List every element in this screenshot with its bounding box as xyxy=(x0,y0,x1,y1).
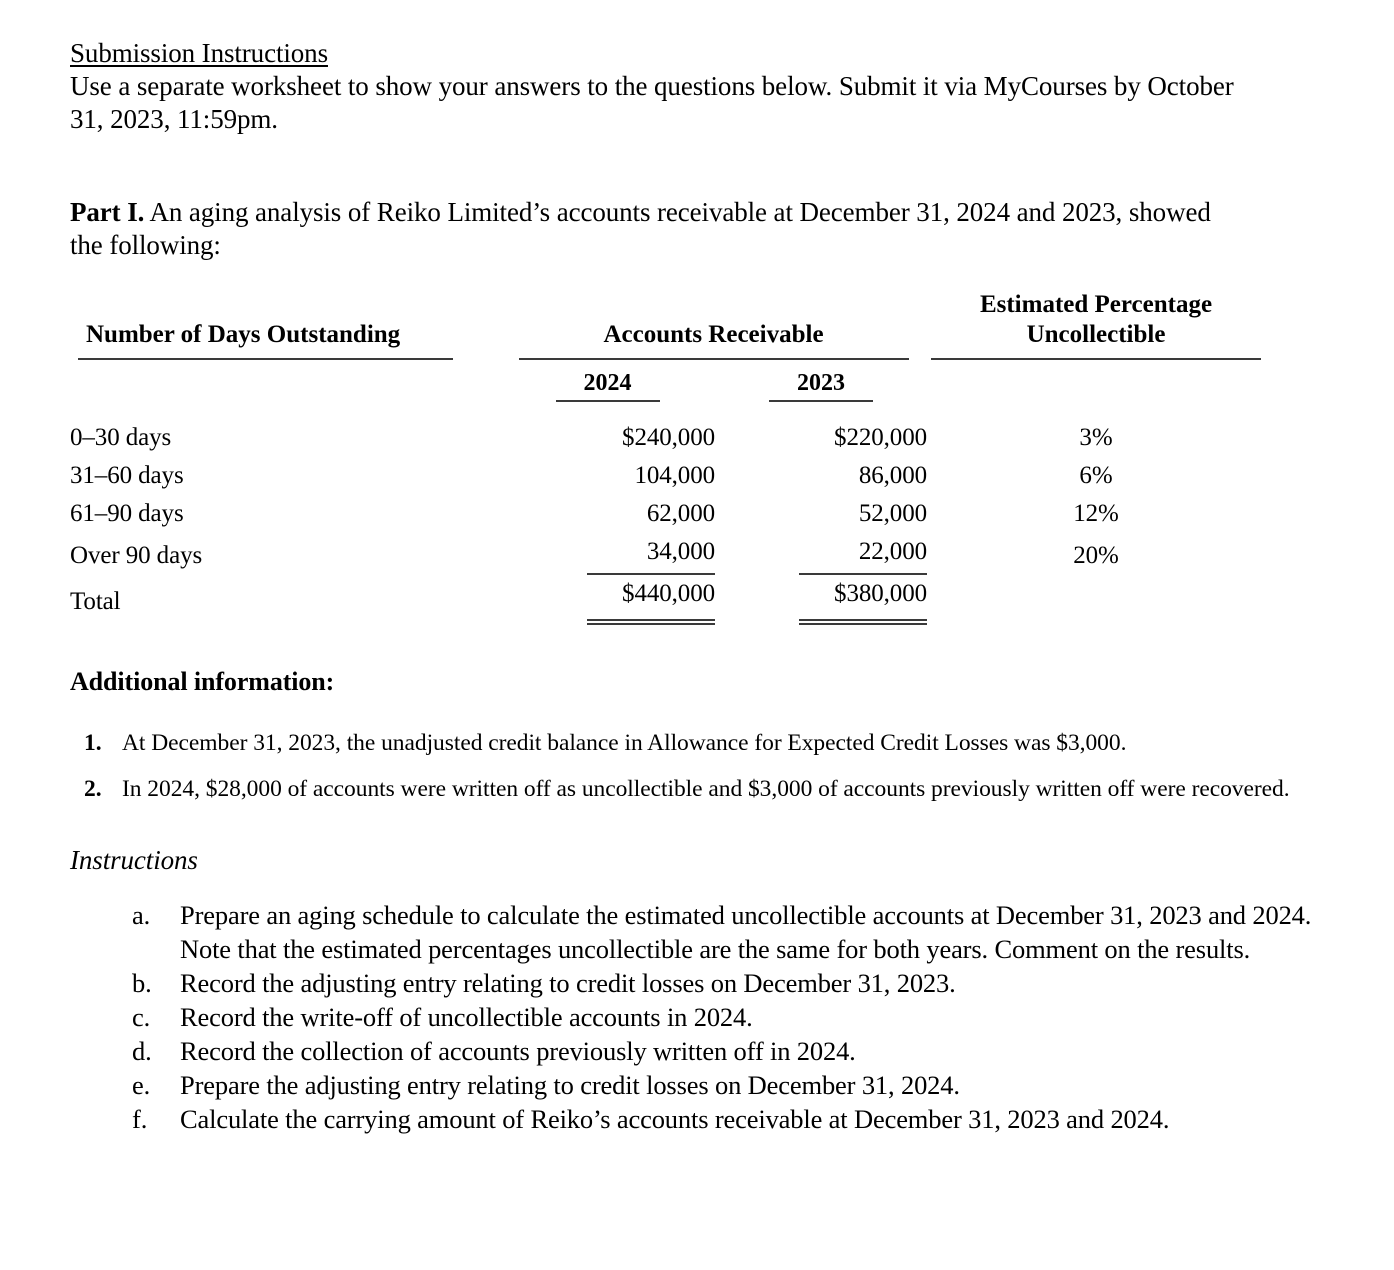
year-header-2023-wrap xyxy=(769,370,873,402)
year-2023-underline xyxy=(769,400,873,402)
total-ar-2023 xyxy=(715,575,927,621)
total-ar-2023-value: $380,000 xyxy=(799,575,927,621)
additional-information-heading: Additional information: xyxy=(70,667,335,696)
list-item: Prepare an aging schedule to calculate the estimated uncollectible accounts at December 31, 2023 and 2024. Note that the estimated percentages uncollectible are the same for both years. Comment on the results. xyxy=(180,900,1312,964)
table-spacer-cell xyxy=(70,405,1265,419)
rule-cell-ar xyxy=(500,350,927,360)
table-row xyxy=(70,457,1265,495)
additional-information-list xyxy=(70,721,1324,811)
year-header-2024-cell xyxy=(500,360,715,405)
year-header-row xyxy=(70,360,1265,405)
row-ar-2024: $240,000 xyxy=(622,424,715,451)
year-header-2024: 2024 xyxy=(583,370,632,396)
row-percentage: 20% xyxy=(1073,542,1119,569)
list-item: Record the collection of accounts previously written off in 2024. xyxy=(180,1036,856,1066)
row-ar-2023 xyxy=(715,533,927,575)
instructions-heading: Instructions xyxy=(70,845,198,875)
year-header-pct-blank xyxy=(927,360,1265,405)
row-label: 0–30 days xyxy=(70,424,172,451)
aging-analysis-table xyxy=(70,290,1265,621)
row-label: 31–60 days xyxy=(70,462,184,489)
header-accounts-receivable: Accounts Receivable xyxy=(603,321,824,348)
row-label: Over 90 days xyxy=(70,542,203,569)
list-item: At December 31, 2023, the unadjusted credit balance in Allowance for Expected Credit Losses was $3,000. xyxy=(122,730,1127,756)
total-ar-2024-value: $440,000 xyxy=(587,575,715,621)
list-item: Prepare the adjusting entry relating to credit losses on December 31, 2024. xyxy=(180,1070,960,1100)
rule-cell-pct xyxy=(927,350,1265,360)
row-ar-2024: 104,000 xyxy=(634,462,715,489)
table-row xyxy=(70,419,1265,457)
row-ar-2024-value: 34,000 xyxy=(587,533,715,575)
list-item: Record the write-off of uncollectible accounts in 2024. xyxy=(180,1002,753,1032)
total-ar-2024 xyxy=(500,575,715,621)
row-ar-2024 xyxy=(500,533,715,575)
table-header-row xyxy=(70,290,1265,350)
rule-cell-label xyxy=(70,350,500,360)
row-ar-2023: $220,000 xyxy=(834,424,927,451)
list-item: Calculate the carrying amount of Reiko’s accounts receivable at December 31, 2023 and 2024. xyxy=(180,1104,1170,1134)
row-ar-2023-value: 22,000 xyxy=(799,533,927,575)
year-header-2023-cell xyxy=(715,360,927,405)
year-header-2024-wrap xyxy=(556,370,660,402)
table-total-row xyxy=(70,575,1265,621)
part-one-paragraph xyxy=(70,196,1230,262)
header-estimated-percentage xyxy=(927,290,1265,350)
table-spacer-row xyxy=(70,405,1265,419)
row-percentage: 6% xyxy=(1079,462,1113,489)
row-ar-2023: 86,000 xyxy=(858,462,927,489)
header-estimated-percentage-line2: Uncollectible xyxy=(1026,321,1166,348)
year-header-2023: 2023 xyxy=(797,370,845,396)
row-percentage: 12% xyxy=(1073,500,1119,527)
row-ar-2023: 52,000 xyxy=(858,500,927,527)
year-header-blank xyxy=(70,360,500,405)
header-rule-row xyxy=(70,350,1265,360)
header-days-outstanding: Number of Days Outstanding xyxy=(86,321,401,348)
instructions-list xyxy=(70,898,1324,1136)
part-one-label: Part I. xyxy=(70,197,145,227)
total-percentage xyxy=(927,575,1265,621)
header-estimated-percentage-line1: Estimated Percentage xyxy=(979,291,1213,318)
list-item: In 2024, $28,000 of accounts were written off as uncollectible and $3,000 of accounts previously written off were recovered. xyxy=(122,776,1290,802)
row-ar-2024: 62,000 xyxy=(646,500,715,527)
total-label: Total xyxy=(70,588,121,615)
table-row xyxy=(70,495,1265,533)
row-label: 61–90 days xyxy=(70,500,184,527)
row-percentage: 3% xyxy=(1079,424,1113,451)
submission-instructions-heading: Submission Instructions xyxy=(70,38,328,68)
part-one-text: An aging analysis of Reiko Limited’s accounts receivable at December 31, 2024 and 2023, showed the following: xyxy=(70,197,1211,260)
list-item: Record the adjusting entry relating to credit losses on December 31, 2023. xyxy=(180,968,956,998)
table-row xyxy=(70,533,1265,575)
year-2024-underline xyxy=(556,400,660,402)
submission-instructions-body: Use a separate worksheet to show your answers to the questions below. Submit it via MyCourses by October 31, 2023, 11:59pm. xyxy=(70,71,1234,134)
